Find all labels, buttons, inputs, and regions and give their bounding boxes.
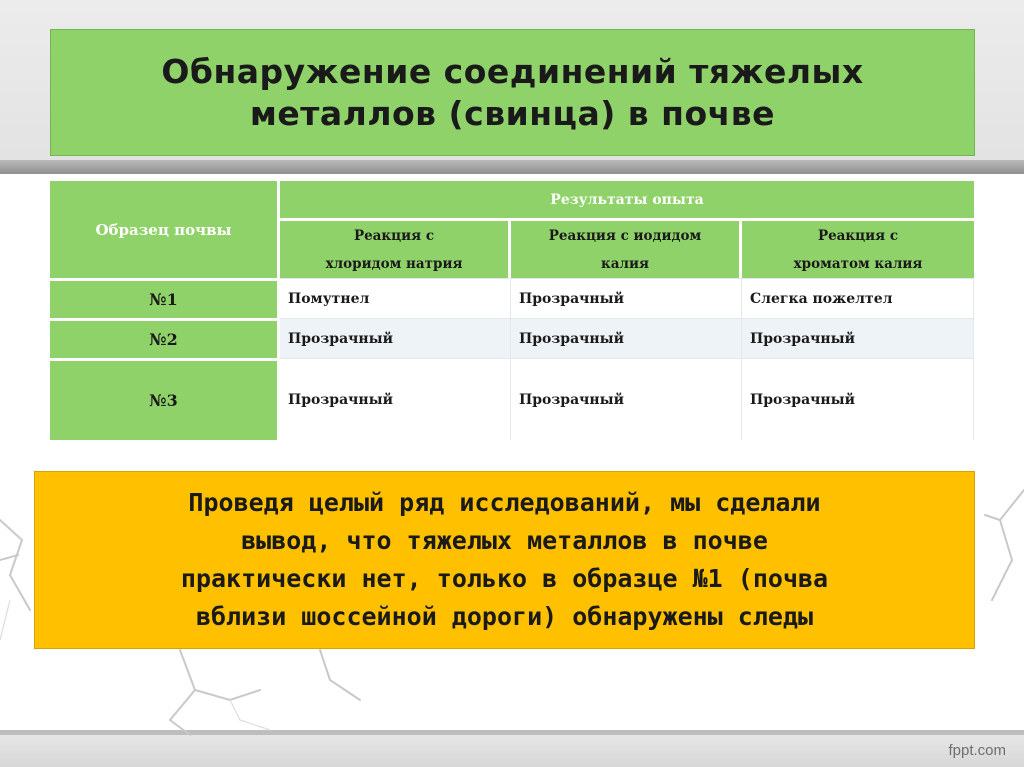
table-row [50, 278, 974, 318]
table-cell: Прозрачный [742, 318, 974, 358]
sample-header: Образец почвы [50, 181, 280, 278]
table-cell: Помутнел [280, 278, 511, 318]
conclusion-box [34, 471, 975, 649]
conclusion-text: Проведя целый ряд исследований, мы сделали вывод, что тяжелых металлов в почве практически нет, только в образце №1 (почва вблизи шоссейной дороги) обнаружены следы [180, 488, 829, 631]
results-table [50, 181, 974, 440]
sample-number: №2 [50, 318, 280, 358]
sample-number: №1 [50, 278, 280, 318]
sample-number: №3 [50, 358, 280, 440]
table-row [50, 318, 974, 358]
table-cell: Прозрачный [280, 358, 511, 440]
table-cell: Прозрачный [511, 358, 742, 440]
table-header-row [50, 181, 974, 221]
results-header: Результаты опыта [280, 181, 974, 221]
subheader-sodium-chloride: Реакция с хлоридом натрия [280, 221, 511, 278]
subheader-potassium-iodide: Реакция с иодидом калия [511, 221, 742, 278]
table-cell: Прозрачный [742, 358, 974, 440]
watermark: fppt.com [948, 742, 1006, 759]
table-cell: Прозрачный [511, 278, 742, 318]
subheader-potassium-chromate: Реакция с хроматом калия [742, 221, 974, 278]
table-row [50, 358, 974, 440]
table-cell: Прозрачный [511, 318, 742, 358]
slide-title: Обнаружение соединений тяжелых металлов (свинца) в почве [161, 51, 864, 133]
table-cell: Прозрачный [280, 318, 511, 358]
title-box [50, 29, 975, 156]
table-cell: Слегка пожелтел [742, 278, 974, 318]
